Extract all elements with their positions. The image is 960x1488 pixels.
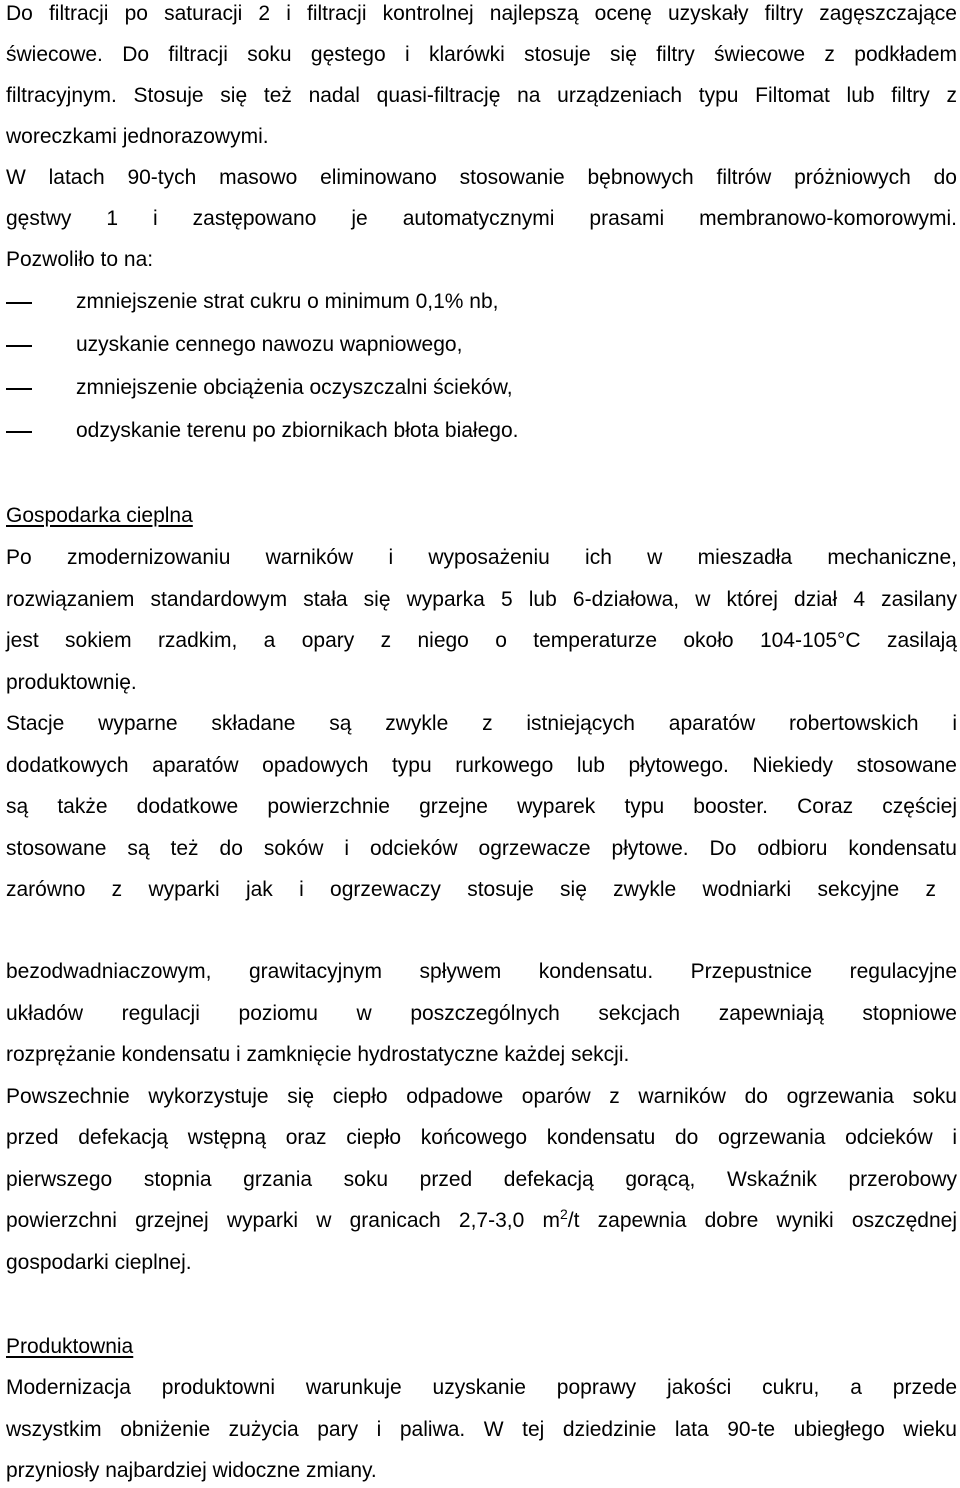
superscript: 2 — [560, 1206, 568, 1222]
text-line: gęstwy 1 i zastępowano je automatycznymi prasami membranowo-komorowymi. — [6, 207, 957, 230]
section-heading: Produktownia — [6, 1335, 134, 1358]
list-item: zmniejszenie obciążenia oczyszczalni ścieków, — [76, 376, 513, 399]
text-line: pierwszego stopnia grzania soku przed defekacją gorącą, Wskaźnik przerobowy — [6, 1168, 957, 1191]
text-line: Po zmodernizowaniu warników i wyposażeniu ich w mieszadła mechaniczne, — [6, 546, 957, 569]
text-line: jest sokiem rzadkim, a opary z niego o temperaturze około 104-105°C zasilają — [6, 629, 957, 652]
text-fragment: /t zapewnia dobre wyniki oszczędnej — [567, 1209, 957, 1232]
text-line: zarówno z wyparki jak i ogrzewaczy stosuje się zwykle wodniarki sekcyjne z — [6, 878, 936, 901]
text-line: Stacje wyparne składane są zwykle z istniejących aparatów robertowskich i — [6, 712, 957, 735]
text-line: Pozwoliło to na: — [6, 248, 154, 271]
list-item: zmniejszenie strat cukru o minimum 0,1% nb, — [76, 290, 499, 313]
dash-bullet-icon — [6, 388, 32, 390]
text-line: filtracyjnym. Stosuje się też nadal quasi-filtrację na urządzeniach typu Filtomat lub filtry z — [6, 84, 957, 107]
text-fragment: powierzchni grzejnej wyparki w granicach 2,7-3,0 m — [6, 1209, 560, 1232]
list-item: odzyskanie terenu po zbiornikach błota białego. — [76, 419, 519, 442]
text-line: rozwiązaniem standardowym stała się wyparka 5 lub 6-działowa, w której dział 4 zasilany — [6, 588, 957, 611]
text-line: woreczkami jednorazowymi. — [6, 125, 269, 148]
text-line: W latach 90-tych masowo eliminowano stosowanie bębnowych filtrów próżniowych do — [6, 166, 957, 189]
text-line: świecowe. Do filtracji soku gęstego i klarówki stosuje się filtry świecowe z podkładem — [6, 43, 957, 66]
text-line: rozprężanie kondensatu i zamknięcie hydrostatyczne każdej sekcji. — [6, 1043, 630, 1066]
list-item: uzyskanie cennego nawozu wapniowego, — [76, 333, 463, 356]
dash-bullet-icon — [6, 345, 32, 347]
text-line: przed defekacją wstępną oraz ciepło końcowego kondensatu do ogrzewania odcieków i — [6, 1126, 957, 1149]
text-line: dodatkowych aparatów opadowych typu rurkowego lub płytowego. Niekiedy stosowane — [6, 754, 957, 777]
text-line: Do filtracji po saturacji 2 i filtracji kontrolnej najlepszą ocenę uzyskały filtry zagęszczające — [6, 2, 957, 25]
text-line: wszystkim obniżenie zużycia pary i paliwa. W tej dziedzinie lata 90-te ubiegłego wieku — [6, 1418, 957, 1441]
text-line: są także dodatkowe powierzchnie grzejne wyparek typu booster. Coraz częściej — [6, 795, 957, 818]
text-line: Powszechnie wykorzystuje się ciepło odpadowe oparów z warników do ogrzewania soku — [6, 1085, 957, 1108]
dash-bullet-icon — [6, 431, 32, 433]
text-line: produktownię. — [6, 671, 137, 694]
dash-bullet-icon — [6, 302, 32, 304]
section-heading: Gospodarka cieplna — [6, 504, 193, 527]
text-line — [6, 1207, 957, 1235]
text-line: układów regulacji poziomu w poszczególnych sekcjach zapewniają stopniowe — [6, 1002, 957, 1025]
text-line: przyniosły najbardziej widoczne zmiany. — [6, 1459, 377, 1482]
text-line: gospodarki cieplnej. — [6, 1251, 192, 1274]
text-line: bezodwadniaczowym, grawitacyjnym spływem kondensatu. Przepustnice regulacyjne — [6, 960, 957, 983]
text-line: Modernizacja produktowni warunkuje uzyskanie poprawy jakości cukru, a przede — [6, 1376, 957, 1399]
text-line: stosowane są też do soków i odcieków ogrzewacze płytowe. Do odbioru kondensatu — [6, 837, 957, 860]
